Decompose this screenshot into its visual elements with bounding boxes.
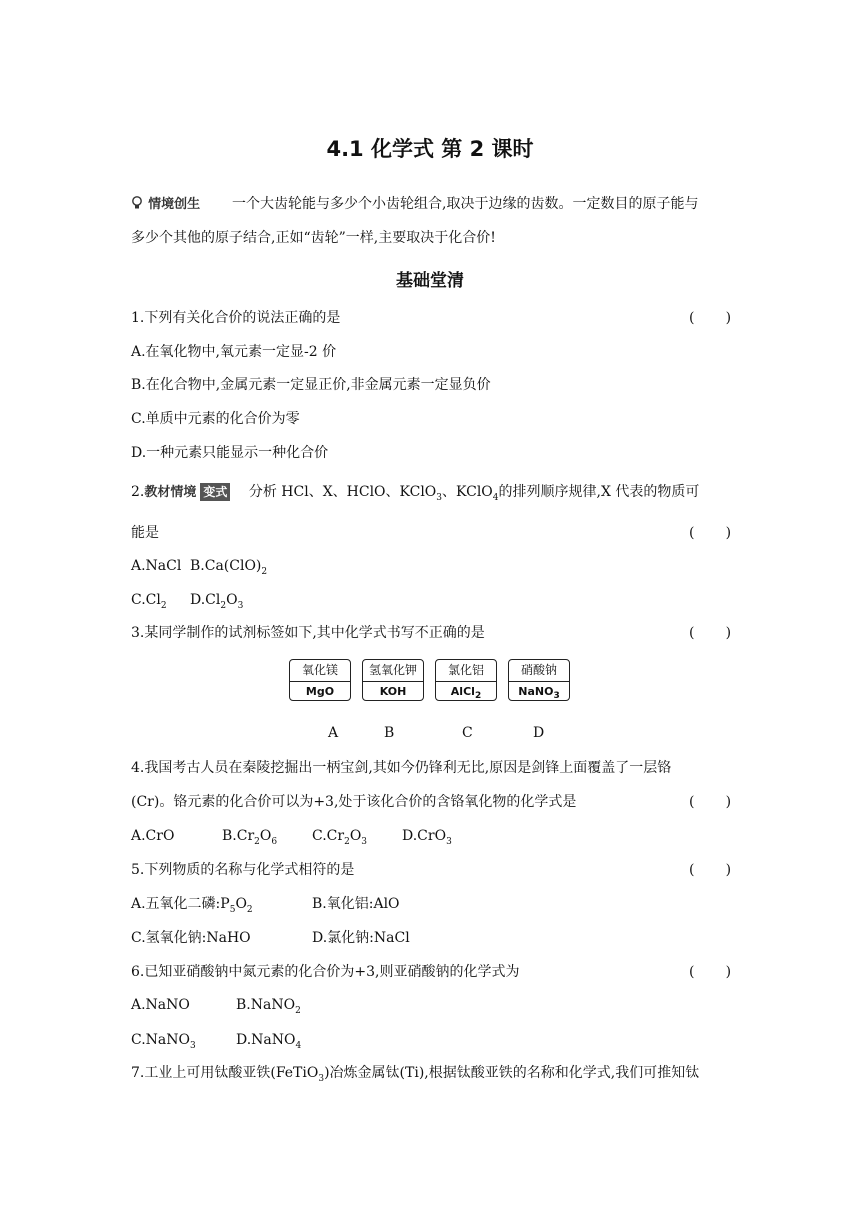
q1-stem: 1.下列有关化合价的说法正确的是 (131, 310, 341, 326)
q6-answer-bracket: ( ) (689, 964, 732, 980)
intro-line-2: 多少个其他的原子结合,正如“齿轮”一样,主要取决于化合价! (131, 230, 496, 246)
q4-option-c: $C.Cr_2O_3$ (312, 828, 368, 847)
reagent-label-a: 氧化镁 MgO (289, 659, 351, 701)
q4-answer-bracket: ( ) (689, 794, 732, 810)
q6-option-d: D.NaNO$_4$ (236, 1032, 302, 1051)
q1-answer-bracket: ( ) (689, 310, 732, 326)
q1-option-c: C.单质中元素的化合价为零 (131, 411, 300, 427)
q5-option-b: B.氧化铝:AlO (312, 896, 400, 912)
q2-tag: 教材情境 (144, 485, 197, 500)
q3-stem: 3.某同学制作的试剂标签如下,其中化学式书写不正确的是 (131, 625, 485, 641)
q4-option-b: $B.Cr_2O_6$ (222, 828, 278, 847)
q2-option-c: $C.Cl_2$ (131, 592, 167, 611)
q6-option-b: B.NaNO$_2$ (236, 997, 301, 1016)
lightbulb-icon (131, 195, 143, 209)
q2-option-d: $D.Cl_2O_3$ (190, 592, 244, 611)
q2-option-b: $B.Ca(ClO)_2$ (190, 558, 268, 577)
q4-stem-line-2: (Cr)。铬元素的化合价可以为+3,处于该化合价的含铬氧化物的化学式是 (131, 794, 577, 810)
q1-option-d: D.一种元素只能显示一种化合价 (131, 445, 329, 461)
q5-option-c: C.氢氧化钠:NaHO (131, 930, 251, 946)
q3-option-d: D (533, 725, 545, 741)
intro-tag-label: 情境创生 (148, 197, 201, 212)
q7-stem: 7.工业上可用钛酸亚铁(FeTiO$_3$)冶炼金属钛(Ti),根据钛酸亚铁的名称和化学式,我们可推知钛 (131, 1065, 700, 1084)
intro-tag (131, 193, 200, 212)
q3-answer-bracket: ( ) (689, 625, 732, 641)
q5-option-a: A.五氧化二磷$:P_5O_2$ (131, 896, 253, 915)
intro-line-1: 一个大齿轮能与多少个小齿轮组合,取决于边缘的齿数。一定数目的原子能与 (232, 196, 699, 212)
q3-option-a: A (328, 725, 339, 741)
q6-option-c: C.NaNO$_3$ (131, 1032, 196, 1051)
section-title: 基础堂清 (396, 271, 464, 291)
q3-option-b: B (384, 725, 395, 741)
q5-option-d: D.氯化钠:NaCl (312, 930, 410, 946)
q2-answer-bracket: ( ) (689, 525, 732, 541)
q4-option-d: D.CrO$_3$ (402, 828, 452, 847)
q6-stem: 6.已知亚硝酸钠中氮元素的化合价为+3,则亚硝酸钠的化学式为 (131, 964, 520, 980)
q1-option-a: A.在氧化物中,氧元素一定显-2 价 (131, 344, 337, 360)
q5-stem: 5.下列物质的名称与化学式相符的是 (131, 862, 355, 878)
reagent-label-c: 氯化铝 AlCl$_2$ (435, 659, 497, 701)
reagent-label-b: 氢氧化钾 KOH (362, 659, 424, 701)
reagent-label-d: 硝酸钠 NaNO$_3$ (508, 659, 570, 701)
q1-option-b: B.在化合物中,金属元素一定显正价,非金属元素一定显负价 (131, 377, 491, 393)
q2-stem-line-2: 能是 (131, 525, 159, 541)
q6-option-a: A.NaNO (131, 997, 190, 1013)
q2-option-a: A.NaCl (131, 558, 182, 574)
q5-answer-bracket: ( ) (689, 862, 732, 878)
q4-option-a: A.CrO (131, 828, 175, 844)
q3-option-c: C (462, 725, 473, 741)
q4-stem-line-1: 4.我国考古人员在秦陵挖掘出一柄宝剑,其如今仍锋利无比,原因是剑锋上面覆盖了一层铬 (131, 760, 672, 776)
q2-stem: 2.教材情境 变式 分析 HCl、X、HClO、KClO$_3$、KClO$_4$的排列顺序规律,X 代表的物质可 (131, 484, 700, 503)
page-title: 4.1 化学式 第 2 课时 (326, 137, 534, 161)
q2-badge: 变式 (200, 483, 230, 501)
